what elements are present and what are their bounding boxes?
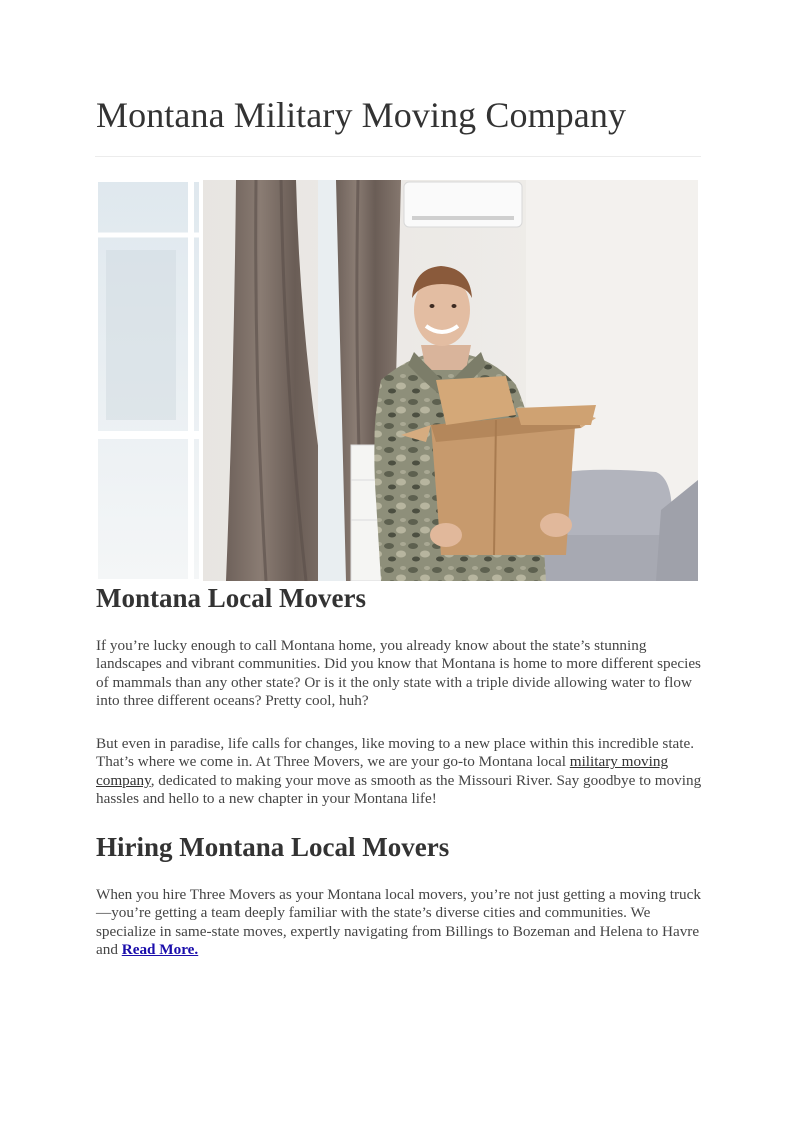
- page-title: Montana Military Moving Company: [96, 95, 627, 135]
- hiring-paragraph: [96, 886, 702, 960]
- section-heading-local-movers: Montana Local Movers: [96, 583, 366, 613]
- military-moving-company-link[interactable]: military moving company: [96, 753, 669, 789]
- read-more-link[interactable]: Read More.: [121, 941, 199, 959]
- paradise-paragraph-text-2: , dedicated to making your move as smooth as the Missouri River. Say goodbye to moving hassles and hello to a new chapter in your Montana life!: [96, 771, 702, 808]
- paradise-paragraph: [96, 735, 702, 809]
- hero-image: [96, 180, 698, 581]
- hiring-paragraph-text: When you hire Three Movers as your Montana local movers, you’re not just getting a moving truck—you’re getting a team deeply familiar with the state’s diverse cities and communities. We specialize in same-state moves, expertly navigating from Billings to Bozeman and Helena to Havre and: [96, 886, 701, 959]
- title-divider: [95, 156, 701, 157]
- intro-paragraph: If you’re lucky enough to call Montana home, you already know about the state’s stunning landscapes and vibrant communities. Did you know that Montana is home to more different species of mammals than any other state? Or is it the only state with a triple divide allowing water to flow into three different oceans? Pretty cool, huh?: [96, 637, 701, 710]
- paradise-paragraph-text-1: But even in paradise, life calls for changes, like moving to a new place within this incredible state. That’s where we come in. At Three Movers, we are your go-to Montana local: [96, 735, 695, 771]
- section-heading-hiring: Hiring Montana Local Movers: [96, 832, 450, 862]
